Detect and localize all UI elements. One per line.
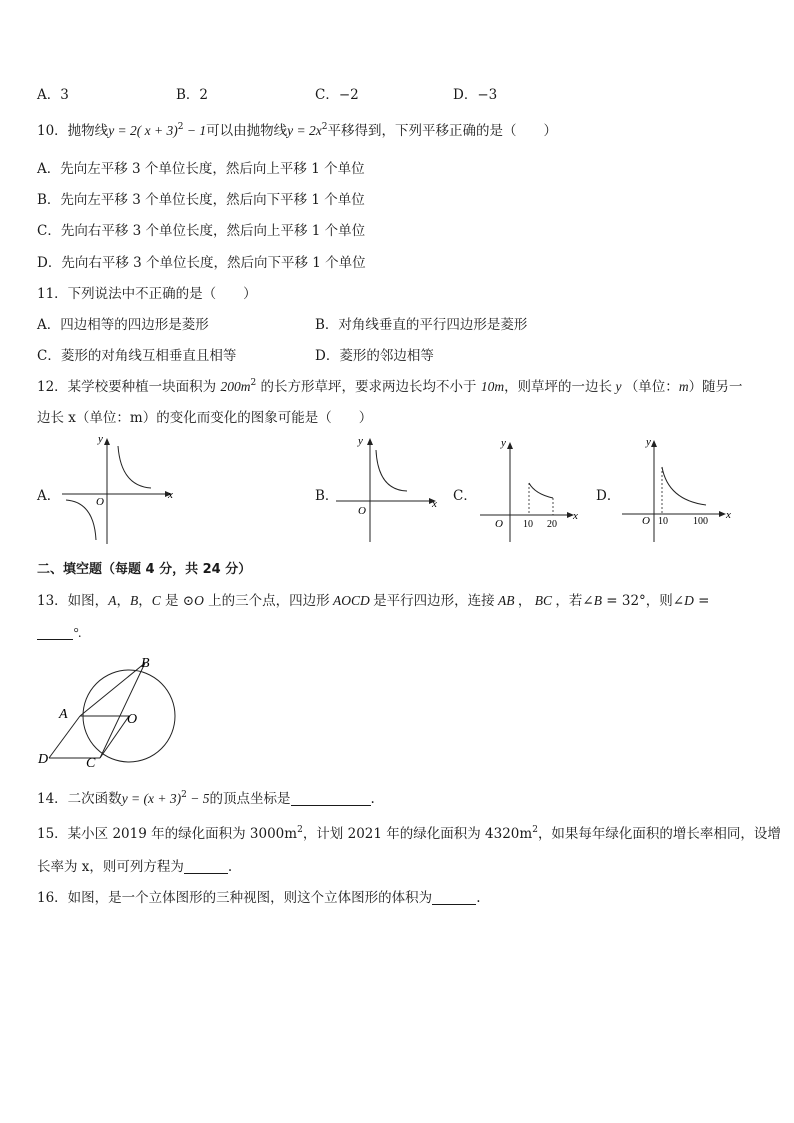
curve xyxy=(662,467,706,505)
q12-stem-line1: 12．某学校要种植一块面积为 $200m^2$ 的长方形草坪，要求两边长均不小于 10m，则草坪的一边长 y （单位：m）随另一 xyxy=(37,378,743,395)
q10-option-c: C．先向右平移 3 个单位长度，然后向上平移 1 个单位 xyxy=(37,223,366,239)
y-arrow xyxy=(104,438,110,445)
q12-stem-line2: 边长 x（单位：m）的变化而变化的图象可能是（ ） xyxy=(37,410,373,426)
q10-stem: 10．抛物线y = 2( x + 3)$^2$ − 1可以由抛物线$y = 2x^2$平移得到，下列平移正确的是（ ） xyxy=(37,122,557,139)
curve-first-quadrant xyxy=(118,446,151,488)
q16-stem: 16．如图，是一个立体图形的三种视图，则这个立体图形的体积为 . xyxy=(37,890,481,906)
point-d-label: D xyxy=(38,752,49,767)
point-b-label: B xyxy=(141,656,150,671)
x-arrow xyxy=(719,511,726,517)
q15-stem-line2: 长率为 x，则可列方程为 . xyxy=(37,859,233,875)
q9-option-a: A．3 xyxy=(37,87,69,103)
q14-stem: 14．二次函数$y = (x + 3)^2 - 5$的顶点坐标是 . xyxy=(37,790,375,807)
section-2-heading: 二、填空题（每题 4 分，共 24 分） xyxy=(37,562,252,577)
q9-option-d: D．−3 xyxy=(453,87,498,103)
segment-ab xyxy=(80,663,145,716)
tick-label-100: 100 xyxy=(693,516,708,527)
x-label: x xyxy=(726,509,731,521)
q15-answer-blank[interactable] xyxy=(184,859,228,874)
segment-da xyxy=(49,716,80,758)
y-label: y xyxy=(98,433,103,445)
q9-option-c: C．−2 xyxy=(315,87,359,103)
q11-option-c: C．菱形的对角线互相垂直且相等 xyxy=(37,348,237,364)
y-arrow xyxy=(367,438,373,445)
y-label: y xyxy=(501,437,506,449)
y-arrow xyxy=(507,442,513,449)
y-arrow xyxy=(651,440,657,447)
origin-label: O xyxy=(358,505,366,517)
x-label: x xyxy=(432,498,437,510)
curve xyxy=(376,450,407,491)
tick-label-20: 20 xyxy=(547,519,557,530)
q12-graph-a-label: A． xyxy=(37,488,61,504)
q9-option-b: B．2 xyxy=(176,87,209,103)
segment-oc xyxy=(100,716,129,758)
point-c-label: C xyxy=(86,756,96,771)
origin-label: O xyxy=(642,515,650,527)
x-label: x xyxy=(573,510,578,522)
origin-label: O xyxy=(96,496,104,508)
q13-figure xyxy=(30,650,190,775)
q10-option-d: D．先向右平移 3 个单位长度，然后向下平移 1 个单位 xyxy=(37,255,366,271)
tick-label-10: 10 xyxy=(523,519,533,530)
q12-graph-b-label: B． xyxy=(315,488,339,504)
q14-answer-blank[interactable] xyxy=(291,791,371,806)
y-label: y xyxy=(646,436,651,448)
segment-bc xyxy=(100,663,145,758)
q16-answer-blank[interactable] xyxy=(432,890,476,905)
curve-third-quadrant xyxy=(66,500,96,540)
curve xyxy=(529,483,553,498)
q12-graph-d xyxy=(618,434,743,546)
point-o-label: O xyxy=(127,712,138,727)
tick-label-10: 10 xyxy=(658,516,668,527)
q11-option-d: D．菱形的邻边相等 xyxy=(315,348,434,364)
x-label: x xyxy=(168,489,173,501)
q13-answer-blank[interactable] xyxy=(37,625,73,640)
q10-option-a: A．先向左平移 3 个单位长度，然后向上平移 1 个单位 xyxy=(37,161,365,177)
q15-stem-line1: 15．某小区 2019 年的绿化面积为 $3000m^2$，计划 2021 年的绿化面积为 $4320m^2$，如果每年绿化面积的增长率相同，设增 xyxy=(37,825,781,842)
point-a-label: A xyxy=(59,707,68,722)
q11-option-b: B．对角线垂直的平行四边形是菱形 xyxy=(315,317,528,333)
q13-stem-line1: 13．如图，A，B，C 是 ⊙O 上的三个点，四边形 AOCD 是平行四边形，连接 AB ， BC ，若∠B = 32°，则∠D = xyxy=(37,593,710,609)
origin-label: O xyxy=(495,518,503,530)
q12-graph-a xyxy=(58,428,183,548)
q12-graph-c xyxy=(472,436,587,546)
y-label: y xyxy=(358,435,363,447)
q12-graph-d-label: D． xyxy=(596,488,621,504)
q10-option-b: B．先向左平移 3 个单位长度，然后向下平移 1 个单位 xyxy=(37,192,365,208)
q11-option-a: A．四边相等的四边形是菱形 xyxy=(37,317,209,333)
q12-graph-b xyxy=(332,430,447,545)
q11-stem: 11．下列说法中不正确的是（ ） xyxy=(37,286,257,302)
q12-graph-c-label: C． xyxy=(453,488,477,504)
q13-stem-line2: °. xyxy=(37,625,82,641)
